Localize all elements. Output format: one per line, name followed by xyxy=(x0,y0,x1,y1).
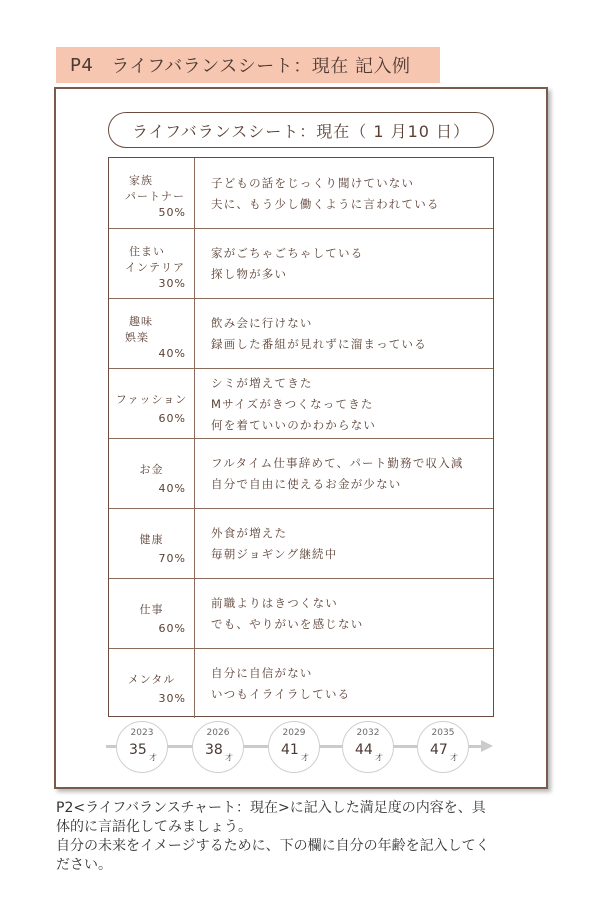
description-line: Mサイズがきつくなってきた xyxy=(211,396,374,411)
category-label-sub: パートナー xyxy=(125,190,185,203)
sheet-title: ライフバランスシート：現在（ 1 月10 日） xyxy=(108,112,494,148)
age-circle-2029 xyxy=(268,721,320,773)
category-label: メンタル xyxy=(127,673,176,686)
category-label: お金 xyxy=(139,463,164,476)
age-circle-2032 xyxy=(342,721,394,773)
instruction-line: 自分の未来をイメージするために、下の欄に自分の年齢を記入してく xyxy=(56,838,490,854)
category-label: 仕事 xyxy=(139,603,164,616)
category-cell xyxy=(109,158,195,228)
description-line: シミが増えてきた xyxy=(211,375,313,390)
category-label: ファッション xyxy=(115,393,188,406)
category-cell xyxy=(109,579,195,648)
page-title: ライフバランスシート：現在 記入例 xyxy=(111,56,411,77)
age-value: 38 xyxy=(205,742,223,758)
description-line: でも、やりがいを感じない xyxy=(211,617,364,631)
satisfaction-percent: 30% xyxy=(158,277,186,290)
table-row-hobby xyxy=(109,298,493,368)
description-cell xyxy=(211,369,487,438)
description-cell xyxy=(211,158,487,228)
age-unit: 才 xyxy=(450,753,458,762)
satisfaction-percent: 50% xyxy=(158,206,186,219)
category-label: 住まい xyxy=(129,245,165,258)
table-row-money xyxy=(109,438,493,508)
age-year: 2026 xyxy=(206,728,230,738)
category-label-sub: インテリア xyxy=(125,261,185,274)
age-value: 44 xyxy=(355,742,373,758)
description-line: 家がごちゃごちゃしている xyxy=(211,246,364,260)
age-unit: 才 xyxy=(149,753,157,762)
table-row-home xyxy=(109,228,493,298)
category-cell xyxy=(109,649,195,718)
description-line: 子どもの話をじっくり聞けていない xyxy=(211,175,415,190)
description-cell xyxy=(211,579,487,648)
age-value: 35 xyxy=(129,742,147,758)
instructions-text xyxy=(56,799,556,875)
age-value: 47 xyxy=(430,742,448,758)
description-line: 夫に、もう少し働くように言われている xyxy=(211,196,440,211)
description-line: 自分に自信がない xyxy=(211,666,313,680)
description-cell xyxy=(211,299,487,368)
category-label: 家族 xyxy=(129,174,153,187)
satisfaction-percent: 40% xyxy=(158,482,186,495)
life-balance-table xyxy=(108,157,494,717)
description-cell xyxy=(211,649,487,718)
description-line: 飲み会に行けない xyxy=(211,316,313,330)
age-circle-2023 xyxy=(116,721,168,773)
description-line: 毎朝ジョギング継続中 xyxy=(211,547,338,561)
age-year: 2023 xyxy=(130,728,154,738)
category-cell xyxy=(109,439,195,508)
category-cell xyxy=(109,299,195,368)
description-line: 探し物が多い xyxy=(211,267,288,281)
page-number: P4 xyxy=(70,54,94,76)
age-year: 2035 xyxy=(431,728,455,738)
description-line: 録画した番組が見れずに溜まっている xyxy=(211,337,427,351)
table-row-family xyxy=(109,158,493,228)
age-year: 2029 xyxy=(282,728,306,738)
description-cell xyxy=(211,439,487,508)
age-unit: 才 xyxy=(375,753,383,762)
description-line: 自分で自由に使えるお金が少ない xyxy=(211,477,402,491)
description-line: フルタイム仕事辞めて、パート勤務で収入減 xyxy=(211,456,464,470)
table-row-health xyxy=(109,508,493,578)
page-header xyxy=(56,47,440,83)
satisfaction-percent: 60% xyxy=(158,622,186,635)
satisfaction-percent: 30% xyxy=(158,692,186,705)
category-label-sub: 娯楽 xyxy=(125,331,149,344)
age-year: 2032 xyxy=(356,728,380,738)
satisfaction-percent: 70% xyxy=(158,552,186,565)
age-circle-2035 xyxy=(417,721,469,773)
age-circle-2026 xyxy=(192,721,244,773)
timeline-arrow-icon xyxy=(481,740,493,752)
description-line: 外食が増えた xyxy=(211,526,288,540)
description-line: いつもイライラしている xyxy=(211,687,351,701)
satisfaction-percent: 60% xyxy=(158,412,186,425)
category-label: 趣味 xyxy=(129,315,153,328)
description-cell xyxy=(211,229,487,298)
category-cell xyxy=(109,229,195,298)
description-cell xyxy=(211,509,487,578)
category-cell xyxy=(109,509,195,578)
instruction-line: ださい。 xyxy=(56,857,112,873)
instruction-line: 体的に言語化してみましょう。 xyxy=(56,819,252,835)
table-row-fashion xyxy=(109,368,493,438)
table-row-work xyxy=(109,578,493,648)
description-line: 何を着ていいのかわからない xyxy=(211,417,377,432)
age-unit: 才 xyxy=(225,753,233,762)
table-row-mental xyxy=(109,648,493,718)
category-cell xyxy=(109,369,195,438)
age-value: 41 xyxy=(281,742,299,758)
category-label: 健康 xyxy=(139,533,164,546)
instruction-line: P2<ライフバランスチャート：現在>に記入した満足度の内容を、具 xyxy=(56,800,486,816)
age-unit: 才 xyxy=(301,753,309,762)
description-line: 前職よりはきつくない xyxy=(211,596,338,610)
satisfaction-percent: 40% xyxy=(158,347,186,360)
